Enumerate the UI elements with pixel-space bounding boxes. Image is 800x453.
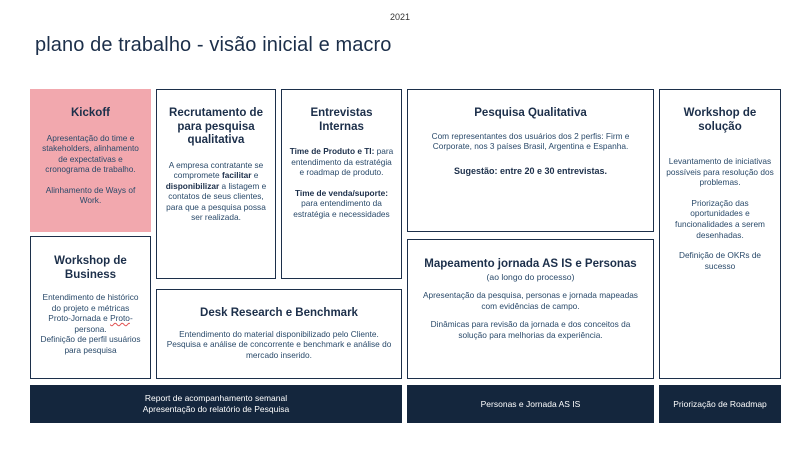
deliverable-reports-line-2: Apresentação do relatório de Pesquisa xyxy=(142,404,290,414)
workshop-business-title: Workshop de Business xyxy=(54,255,127,281)
mapeamento-card xyxy=(407,239,654,379)
pesquisa-card xyxy=(407,89,654,232)
entrevistas-card xyxy=(281,89,402,279)
pesquisa-text-2: Sugestão: entre 20 e 30 entrevistas. xyxy=(453,165,608,176)
entrevistas-text-2: Time de venda/suporte: para entendimento da estratégia e necessidades xyxy=(293,187,390,219)
workshop-business-text-3: Definição de perfil usuários para pesquisa xyxy=(40,334,141,355)
workshop-business-card xyxy=(30,236,151,379)
deliverable-roadmap-label: Priorização de Roadmap xyxy=(673,398,767,409)
pesquisa-title: Pesquisa Qualitativa xyxy=(474,107,587,119)
mapeamento-subtitle: (ao longo do processo) xyxy=(486,271,575,282)
pesquisa-text-1: Com representantes dos usuários dos 2 perfis: Firm e Corporate, nos 3 países Brasil, Argentina e Espanha. xyxy=(431,130,630,152)
page-title: plano de trabalho - visão inicial e macro xyxy=(35,34,392,56)
deliverable-bar-roadmap xyxy=(659,385,781,423)
deliverable-bar-personas xyxy=(407,385,654,423)
entrevistas-text-1: Time de Produto e TI: para entendimento da estratégia e roadmap de produto. xyxy=(289,146,394,178)
workshop-solucao-text-3: Definição de OKRs de sucesso xyxy=(678,250,762,271)
desk-research-title: Desk Research e Benchmark xyxy=(200,307,358,319)
workshop-solucao-text-1: Levantamento de iniciativas possíveis para resolução dos problemas. xyxy=(666,156,774,188)
workshop-business-text-1: Entendimento de histórico do projeto e métricas xyxy=(42,292,139,313)
deliverable-bar-reports xyxy=(30,385,402,423)
workshop-solucao-text-2: Priorização das oportunidades e funcionalidades a serem desenhadas. xyxy=(675,197,765,240)
recrutamento-text: A empresa contratante se compromete facilitar e disponibilizar a listagem e contatos de seus clientes, para que a pesquisa possa ser realizada. xyxy=(165,159,267,223)
desk-research-text: Entendimento do material disponibilizado pelo Cliente. Pesquisa e análise de concorrente e benchmark e análise do mercado inserido. xyxy=(166,328,392,360)
workshop-solucao-card xyxy=(659,89,781,379)
kickoff-text-2: Alinhamento de Ways of Work. xyxy=(45,184,136,206)
desk-research-card xyxy=(156,289,402,379)
recrutamento-card xyxy=(156,89,276,279)
recrutamento-title: Recrutamento de para pesquisa qualitativa xyxy=(169,107,263,146)
deliverable-reports-line-1: Report de acompanhamento semanal xyxy=(144,393,288,403)
kickoff-title: Kickoff xyxy=(71,107,110,119)
entrevistas-title: Entrevistas Internas xyxy=(310,107,373,133)
mapeamento-text-2: Dinâmicas para revisão da jornada e dos conceitos da solução para melhorias da experiência. xyxy=(430,319,631,340)
deliverable-personas-label: Personas e Jornada AS IS xyxy=(480,398,581,409)
workshop-business-text-2: Proto-Jornada e Proto-persona. xyxy=(48,313,133,334)
year-label: 2021 xyxy=(389,12,411,22)
mapeamento-text-1: Apresentação da pesquisa, personas e jornada mapeadas com evidências de campo. xyxy=(423,290,638,311)
mapeamento-title: Mapeamento jornada AS IS e Personas xyxy=(424,258,637,270)
kickoff-text-1: Apresentação do time e stakeholders, alinhamento de expectativas e cronograma de trabalho. xyxy=(42,132,139,175)
workshop-solucao-title: Workshop de solução xyxy=(683,107,757,133)
kickoff-card xyxy=(30,89,151,232)
